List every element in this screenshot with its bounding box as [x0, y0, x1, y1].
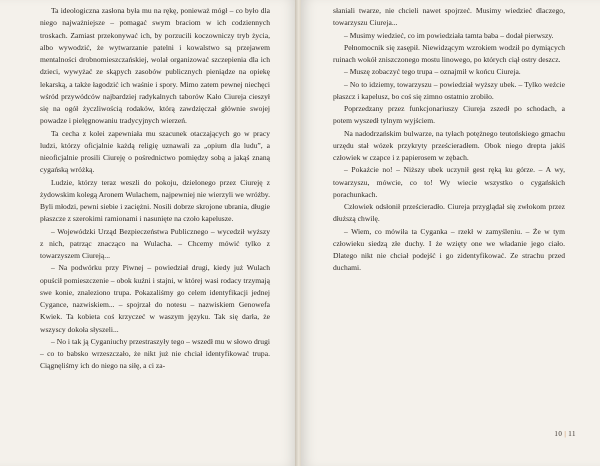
left-paragraph: – Na podwórku przy Piwnej – powiedział drugi, kiedy już Wulach opuścił pomieszczenie – obok kuźni i stajni, w której wasi rodacy trzymają swe konie, znaleziono trupa. Pokazaliśmy go celem identyfikacji jednej Cygance, nazwiskiem... – spojrzał do notesu – nazwiskiem Genowefa Kwiek. Ta kobieta coś krzyczeć w waszym języku. Tak się darła, że wszyscy dokoła słyszeli... [40, 263, 270, 334]
right-paragraph: Poprzedzany przez funkcjonariuszy Ciureja zszedł po schodach, a potem wyszedł tylnym wyjściem. [333, 104, 565, 126]
right-paragraph: Pełnomocnik się zasępił. Niewidzącym wzrokiem wodził po dymiących ruinach wokół zniszczonego mostu linowego, po których ciął ostry deszcz. [333, 42, 565, 64]
right-page-text [333, 5, 565, 275]
right-paragraph: Na nadodrzańskim bulwarze, na tyłach potężnego teutońskiego gmachu urzędu stał wózek przykryty prześcieradłem. Obok niego drepta jakiś człowiek w czapce i z papierosem w zębach. [333, 128, 565, 162]
left-paragraph: Ludzie, którzy teraz weszli do pokoju, dzielonego przez Ciureję z żydowskim kolegą Aronem Wulachem, najpewniej nie wierzyli we wróżby. Byli młodzi, pewni siebie i zaciężni. Nosili dobrze skrojone ubrania, długie płaszcze z szerokimi ramionami i nasunięte na czoło kapelusze. [40, 177, 270, 224]
left-paragraph: Ta cecha z kolei zapewniała mu szacunek otaczających go w pracy ludzi, którzy oficjalnie każdą religię uznawali za „opium dla ludu”, a nieoficjalnie prosili Ciureję o pośrednictwo pomiędzy sobą a jakąś znaną cygańską wróżką. [40, 128, 270, 175]
right-paragraph: Człowiek odsłonił prześcieradło. Ciureja przyglądał się zwłokom przez dłuższą chwilę. [333, 202, 565, 224]
right-paragraph: – Musimy wiedzieć, co im powiedziała tamta baba – dodał pierwszy. [344, 30, 554, 40]
left-page [0, 0, 297, 466]
right-paragraph: – No to idziemy, towarzyszu – powiedział wyższy ubek. – Tylko weźcie płaszcz i kapelusz, bo coś się zimno ostatnio zrobiło. [333, 79, 565, 101]
page-number-right: 11 [568, 430, 576, 438]
right-paragraph: – Muszę zobaczyć tego trupa – oznajmił w końcu Ciureja. [344, 67, 521, 77]
page-number-left: 10 [554, 430, 563, 438]
right-paragraph: – Wiem, co mówiła ta Cyganka – rzekł w zamyśleniu. – Że w tym człowieku siedzą złe duchy. I że wzięty one we władanie jego ciało. Dlatego nikt nie chciał podejść i go zidentyfikować. Ze strachu przed duchami. [333, 226, 565, 273]
left-page-text [40, 5, 270, 373]
page-numbers [554, 430, 576, 438]
right-page [301, 0, 600, 466]
right-paragraph: słaniali twarze, nie chcieli nawet spojrzeć. Musimy wiedzieć dlaczego, towarzyszu Ciureja... [333, 6, 565, 28]
left-paragraph: Ta ideologiczna zasłona była mu na rękę, ponieważ mógł – co było dla niego najważniejsze – pomagać swym braciom w ich codziennych troskach. Zamiast przekonywać ich, by porzucili koczowniczy tryb życia, albo wywodzić, że wytwarzanie patelni i kowalstwo są przejawem mentalności drobnomieszczańskiej, wolał organizować szczepienia dla ich dzieci, wywyżać ze skąpych zasobów publicznych pieniądze na opiekę lekarską, a także łagodzić ich waśnie i spory. Mimo zatem pewnej niechęci wśród przywódców najbardziej radykalnych taborów Kało Ciureja cieszył się na ogół życzliwością rodaków, którą zawdzięczał głównie swojej powadze i pielęgnowaniu tradycyjnych wierzeń. [40, 6, 270, 126]
left-paragraph: – Wojewódzki Urząd Bezpieczeństwa Publicznego – wycedził wyższy z nich, patrząc znacząco na Wulacha. – Chcemy mówić tylko z towarzyszem Ciureją... [40, 226, 270, 260]
left-paragraph: – No i tak ją Cyganiuchy przestraszyły tego – wszedł mu w słowo drugi – co to babsko wrzeszczało, że nikt już nie chciał identyfikować trupa. Ciągnęliśmy ich do niego na siłę, a ci za- [40, 336, 270, 371]
right-paragraph: – Pokażcie no! – Niższy ubek uczynił gest ręką ku górze. – A wy, towarzyszu, mówcie, co to! Wy wiecie wszystko o cygańskich porachunkach. [333, 165, 565, 199]
page-number-separator: | [564, 430, 567, 438]
